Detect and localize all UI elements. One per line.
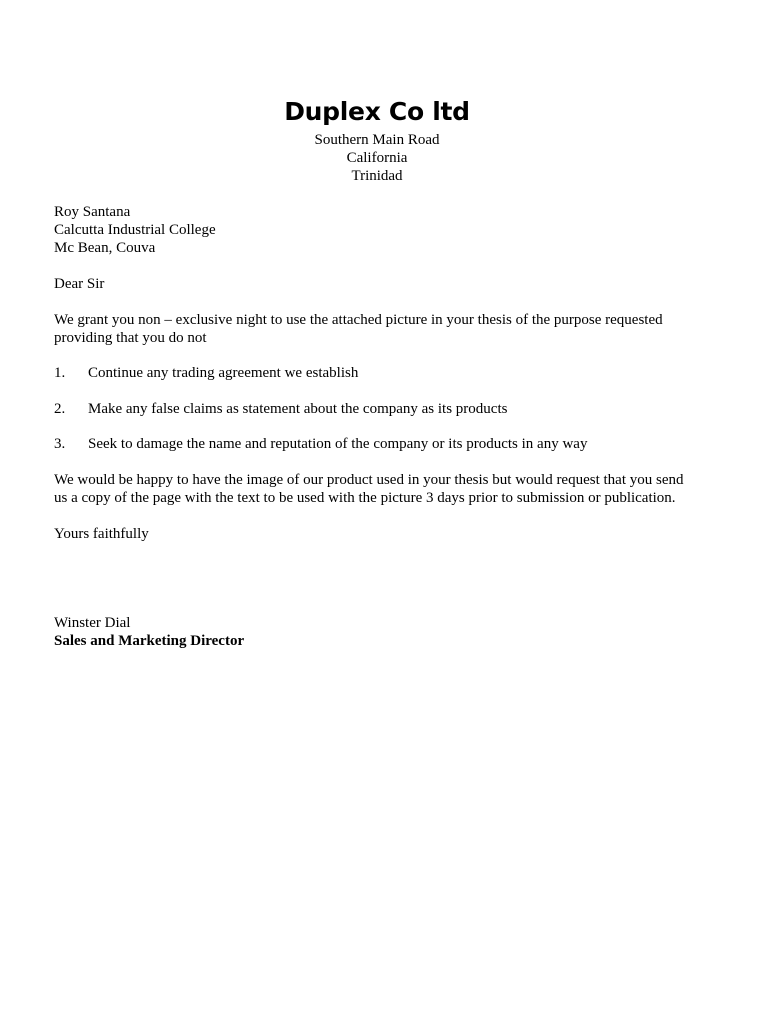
recipient-location: Mc Bean, Couva xyxy=(54,240,156,256)
condition-item xyxy=(54,400,704,418)
signer-name: Winster Dial xyxy=(54,615,131,631)
recipient-name: Roy Santana xyxy=(54,204,131,220)
company-address xyxy=(0,131,754,185)
condition-number: 1. xyxy=(54,365,66,381)
closing-paragraph: We would be happy to have the image of our product used in your thesis but would request that you send us a copy of the page with the text to be used with the picture 3 days prior to submission or publication. xyxy=(54,472,684,506)
condition-text: Continue any trading agreement we establish xyxy=(88,365,359,381)
condition-number: 3. xyxy=(54,436,66,452)
condition-text: Seek to damage the name and reputation of the company or its products in any way xyxy=(88,436,588,452)
intro-paragraph: We grant you non – exclusive night to use the attached picture in your thesis of the purpose requested providing that you do not xyxy=(54,312,663,346)
address-line-city: California xyxy=(346,150,408,166)
signoff: Yours faithfully xyxy=(54,526,149,542)
address-line-street: Southern Main Road xyxy=(314,132,440,148)
condition-text: Make any false claims as statement about the company as its products xyxy=(88,401,508,417)
signer-title: Sales and Marketing Director xyxy=(54,633,245,649)
recipient-organization: Calcutta Industrial College xyxy=(54,222,216,238)
recipient-address xyxy=(54,203,704,257)
salutation: Dear Sir xyxy=(54,276,105,292)
address-line-country: Trinidad xyxy=(351,168,403,184)
condition-item xyxy=(54,364,704,382)
condition-item xyxy=(54,435,704,453)
company-name: Duplex Co ltd xyxy=(284,97,470,126)
condition-number: 2. xyxy=(54,401,66,417)
